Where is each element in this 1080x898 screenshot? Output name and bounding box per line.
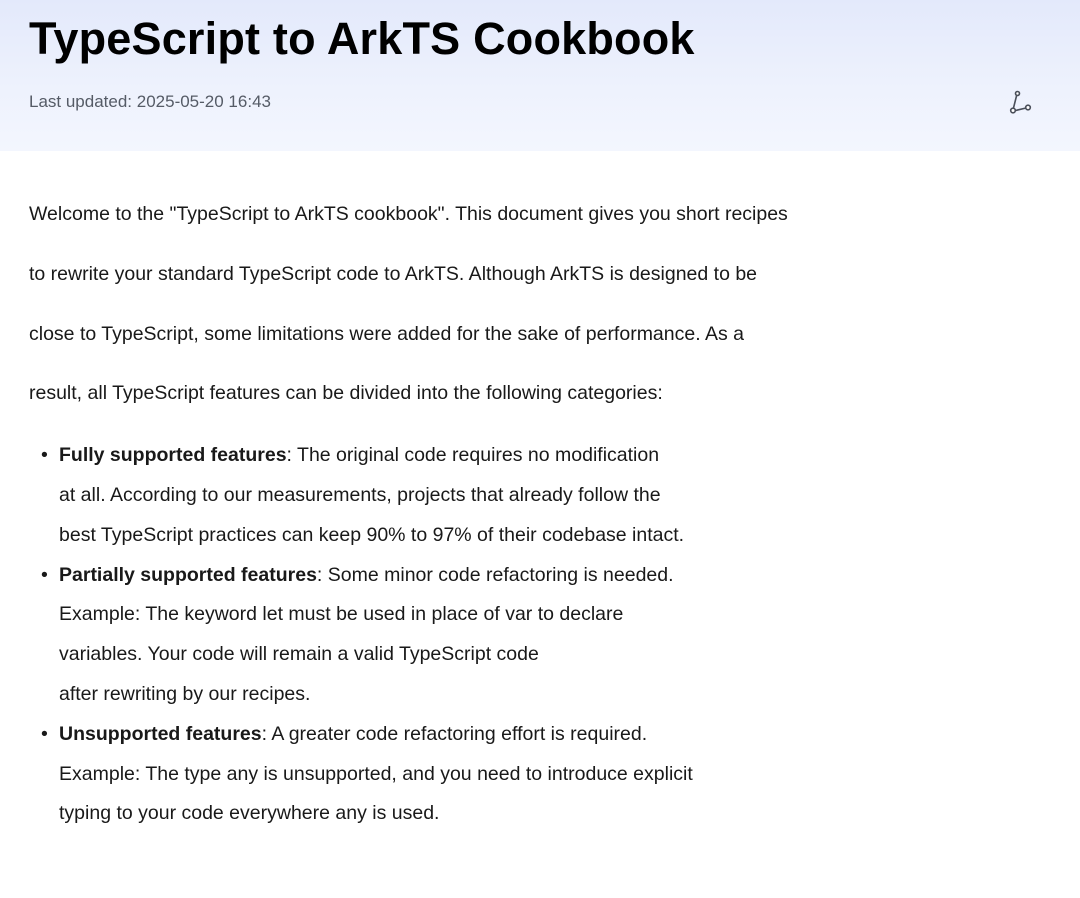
page-header	[0, 0, 1080, 151]
feature-term: Fully supported features	[59, 444, 287, 467]
list-item-line	[59, 556, 789, 596]
list-item-text: : A greater code refactoring effort is required.	[261, 722, 648, 745]
list-item-line: variables. Your code will remain a valid TypeScript code	[59, 643, 539, 666]
list-item	[41, 436, 789, 555]
page-title: TypeScript to ArkTS Cookbook	[29, 13, 695, 64]
share-node-icon[interactable]	[1006, 90, 1034, 116]
feature-term: Unsupported features	[59, 722, 262, 745]
bullet-icon: •	[41, 722, 48, 745]
list-item	[41, 715, 789, 834]
list-item-text: : Some minor code refactoring is needed.	[316, 563, 674, 586]
list-item-line: Example: The keyword let must be used in place of var to declare	[59, 603, 624, 626]
list-item-text: : The original code requires no modification	[286, 444, 660, 467]
list-item-line: after rewriting by our recipes.	[59, 682, 311, 705]
article-body	[29, 185, 789, 834]
bullet-icon: •	[41, 444, 48, 467]
list-item-line: typing to your code everywhere any is used.	[59, 802, 440, 825]
list-item-line	[59, 715, 789, 755]
feature-categories-list	[29, 436, 789, 834]
list-item-line: at all. According to our measurements, projects that already follow the	[59, 483, 661, 506]
list-item-line: Example: The type any is unsupported, and you need to introduce explicit	[59, 762, 693, 785]
list-item	[41, 556, 789, 715]
list-item-line	[59, 436, 789, 476]
list-item-line: best TypeScript practices can keep 90% to 97% of their codebase intact.	[59, 523, 685, 546]
bullet-icon: •	[41, 563, 48, 586]
intro-paragraph: Welcome to the "TypeScript to ArkTS cookbook". This document gives you short recipes to rewrite your standard TypeScript code to ArkTS. Although ArkTS is designed to be close to TypeScript, some limitations were added for the sake of performance. As a result, all TypeScript features can be divided into the following categories:	[29, 203, 788, 405]
last-updated: Last updated: 2025-05-20 16:43	[29, 92, 271, 111]
feature-term: Partially supported features	[59, 563, 317, 586]
